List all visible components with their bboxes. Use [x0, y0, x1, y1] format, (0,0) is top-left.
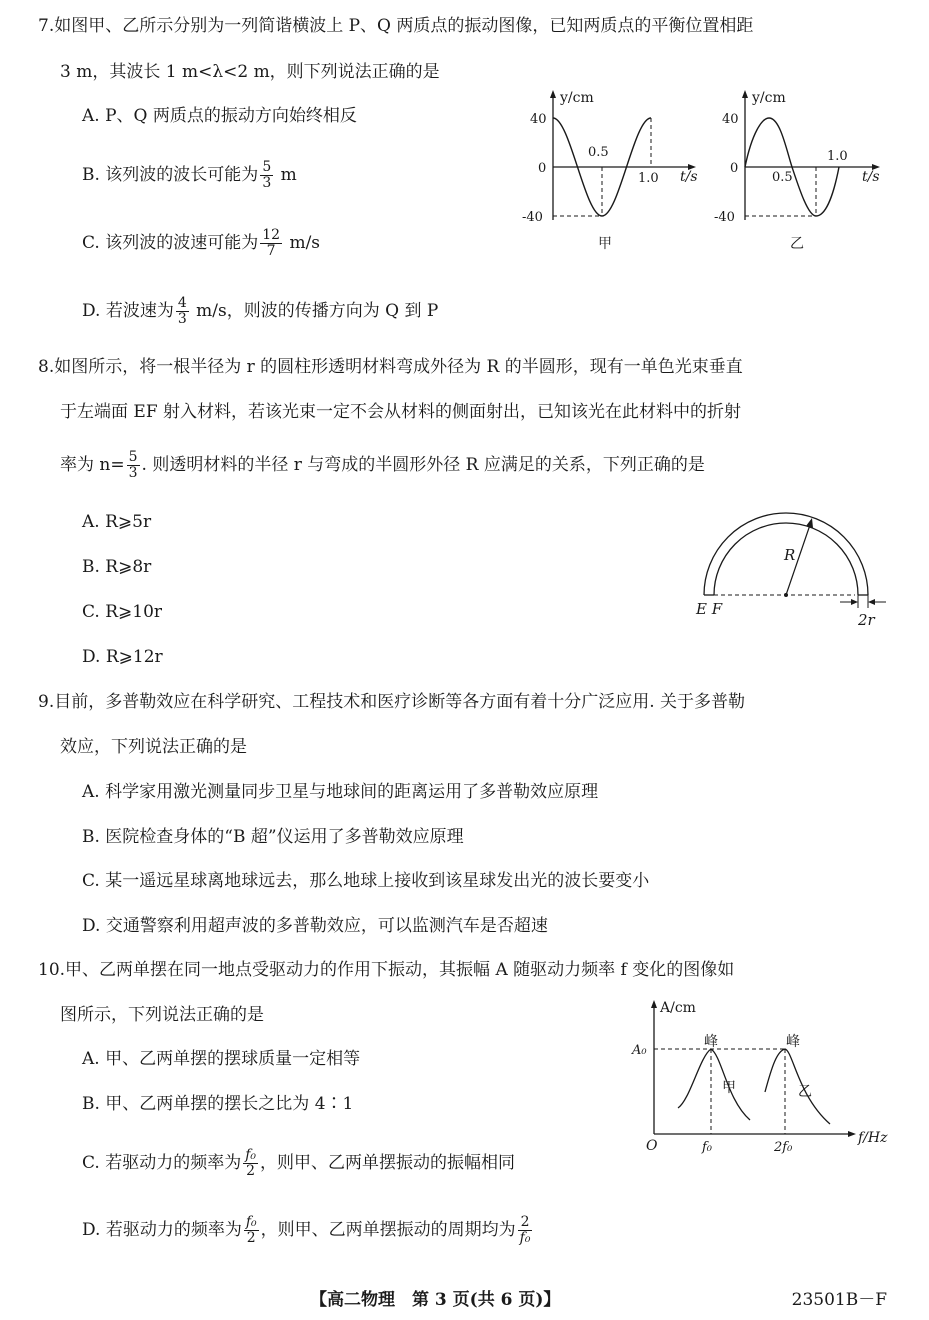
q7-option-c	[82, 228, 320, 259]
q7-graph-yi	[712, 88, 902, 258]
q10-option-a: A. 甲、乙两单摆的摆球质量一定相等	[82, 1049, 361, 1069]
q9-option-d: D. 交通警察利用超声波的多普勒效应，可以监测汽车是否超速	[82, 916, 548, 936]
stem-text: . 则透明材料的半径 r 与弯成的半圆形外径 R 应满足的关系，下列正确的是	[141, 455, 705, 475]
numerator: f₀	[245, 1214, 257, 1230]
tick-label: -40	[714, 210, 735, 225]
y-axis-arrow-icon	[742, 90, 748, 98]
q9-option-c: C. 某一遥远星球离地球远去，那么地球上接收到该星球发出光的波长要变小	[82, 871, 650, 891]
q7-option-b-text: B. 该列波的波长可能为	[82, 165, 259, 185]
fraction	[176, 296, 189, 327]
option-text: C. 若驱动力的频率为	[82, 1153, 242, 1173]
numerator: 4	[177, 295, 187, 311]
q9-option-a: A. 科学家用激光测量同步卫星与地球间的距离运用了多普勒效应原理	[82, 782, 599, 802]
q10-option-b: B. 甲、乙两单摆的摆长之比为 4∶1	[82, 1094, 354, 1114]
q7-option-d	[82, 296, 438, 327]
peak-label: 峰	[786, 1034, 800, 1050]
unit: m/s	[284, 233, 321, 253]
q10-resonance-graph	[630, 996, 890, 1156]
label-ef: E F	[696, 600, 723, 618]
origin-label: O	[646, 1138, 658, 1154]
q10-option-d	[82, 1215, 534, 1246]
q8-stem-line3	[60, 450, 705, 481]
q8-stem-line1: 8.如图所示，将一根半径为 r 的圆柱形透明材料弯成外径为 R 的半圆形，现有一单色光束垂直	[38, 357, 743, 377]
q7-option-c-text: C. 该列波的波速可能为	[82, 233, 259, 253]
footer-code: 23501B－F	[791, 1290, 887, 1310]
numerator: f₀	[245, 1147, 257, 1163]
fraction	[243, 1148, 258, 1179]
q7-option-d-text: D. 若波速为	[82, 301, 174, 321]
option-text: ，则甲、乙两单摆振动的周期均为	[260, 1220, 516, 1240]
f0-label: f₀	[702, 1140, 713, 1155]
x-axis-label: f/Hz	[858, 1130, 888, 1146]
curve-label-jia: 甲	[722, 1080, 736, 1096]
y-axis-label: A/cm	[660, 1000, 696, 1016]
x-axis-label: t/s	[680, 169, 698, 185]
tick-label: 0	[538, 161, 547, 176]
curve-label-yi: 乙	[798, 1084, 812, 1100]
q9-stem-line2: 效应，下列说法正确的是	[60, 737, 247, 757]
peak-label: 峰	[704, 1034, 718, 1050]
fraction	[127, 450, 140, 481]
tick-label: -40	[522, 210, 543, 225]
x-axis-arrow-icon	[848, 1131, 856, 1137]
unit: m	[275, 165, 297, 185]
2f0-label: 2f₀	[774, 1140, 793, 1155]
tick-label: 40	[722, 112, 739, 127]
tick-label: 1.0	[827, 149, 848, 164]
y-axis-label: y/cm	[752, 90, 786, 106]
fraction	[260, 228, 282, 259]
numerator: 12	[262, 227, 281, 243]
q10-option-c	[82, 1148, 515, 1179]
option-text: D. 若驱动力的频率为	[82, 1220, 242, 1240]
q8-stem-line2: 于左端面 EF 射入材料，若该光束一定不会从材料的侧面射出，已知该光在此材料中的折射	[60, 402, 742, 422]
fraction	[244, 1215, 259, 1246]
denominator: 3	[128, 465, 138, 481]
denominator: 2	[246, 1230, 256, 1246]
q10-stem-line1: 10.甲、乙两单摆在同一地点受驱动力的作用下振动，其振幅 A 随驱动力频率 f 变化的图像如	[38, 960, 735, 980]
q7-stem-line2: 3 m，其波长 1 m<λ<2 m，则下列说法正确的是	[60, 62, 440, 82]
y-axis-arrow-icon	[550, 90, 556, 98]
q7-option-b	[82, 160, 297, 191]
y-axis-arrow-icon	[651, 1000, 657, 1008]
label-2r: 2r	[858, 611, 875, 629]
stem-text: 率为 n=	[60, 455, 125, 475]
dimension-arrow-icon	[851, 599, 858, 605]
q8-semicircle-figure	[690, 508, 900, 636]
q8-option-d: D. R⩾12r	[82, 647, 163, 667]
fraction	[260, 160, 273, 191]
denominator: 3	[262, 175, 272, 191]
y-axis-label: y/cm	[560, 90, 594, 106]
tick-label: 0.5	[588, 145, 609, 160]
tick-label: 1.0	[638, 171, 659, 186]
numerator: 2	[518, 1215, 533, 1231]
graph-caption: 甲	[598, 236, 612, 252]
denominator: 2	[246, 1163, 256, 1179]
tick-label: 0	[730, 161, 739, 176]
fraction	[518, 1215, 533, 1246]
q9-stem-line1: 9.目前，多普勒效应在科学研究、工程技术和医疗诊断等各方面有着十分广泛应用. 关于多普勒	[38, 692, 746, 712]
option-d-rest: m/s，则波的传播方向为 Q 到 P	[190, 301, 439, 321]
q9-option-b: B. 医院检查身体的“B 超”仪运用了多普勒效应原理	[82, 827, 464, 847]
graph-caption: 乙	[790, 236, 804, 252]
dimension-arrow-icon	[868, 599, 875, 605]
option-text: ，则甲、乙两单摆振动的振幅相同	[260, 1153, 516, 1173]
tick-label: 40	[530, 112, 547, 127]
tick-label: 0.5	[772, 170, 793, 185]
q7-option-a: A. P、Q 两质点的振动方向始终相反	[82, 106, 357, 126]
numerator: 5	[262, 159, 272, 175]
q8-option-a: A. R⩾5r	[82, 512, 152, 532]
q8-option-c: C. R⩾10r	[82, 602, 163, 622]
q7-stem-line1: 7.如图甲、乙所示分别为一列简谐横波上 P、Q 两质点的振动图像，已知两质点的平衡位置相距	[38, 16, 754, 36]
denominator: 3	[177, 311, 187, 327]
denominator: 7	[266, 243, 276, 259]
q10-stem-line2: 图所示，下列说法正确的是	[60, 1005, 264, 1025]
footer-title: 【高二物理 第 3 页(共 6 页)】	[310, 1290, 561, 1310]
a0-label: A₀	[632, 1043, 647, 1058]
curve-jia	[678, 1049, 750, 1120]
label-r-outer: R	[784, 546, 796, 564]
q8-option-b: B. R⩾8r	[82, 557, 152, 577]
x-axis-label: t/s	[862, 169, 880, 185]
q7-graph-jia	[520, 88, 710, 258]
denominator: f₀	[519, 1230, 531, 1246]
numerator: 5	[128, 449, 138, 465]
